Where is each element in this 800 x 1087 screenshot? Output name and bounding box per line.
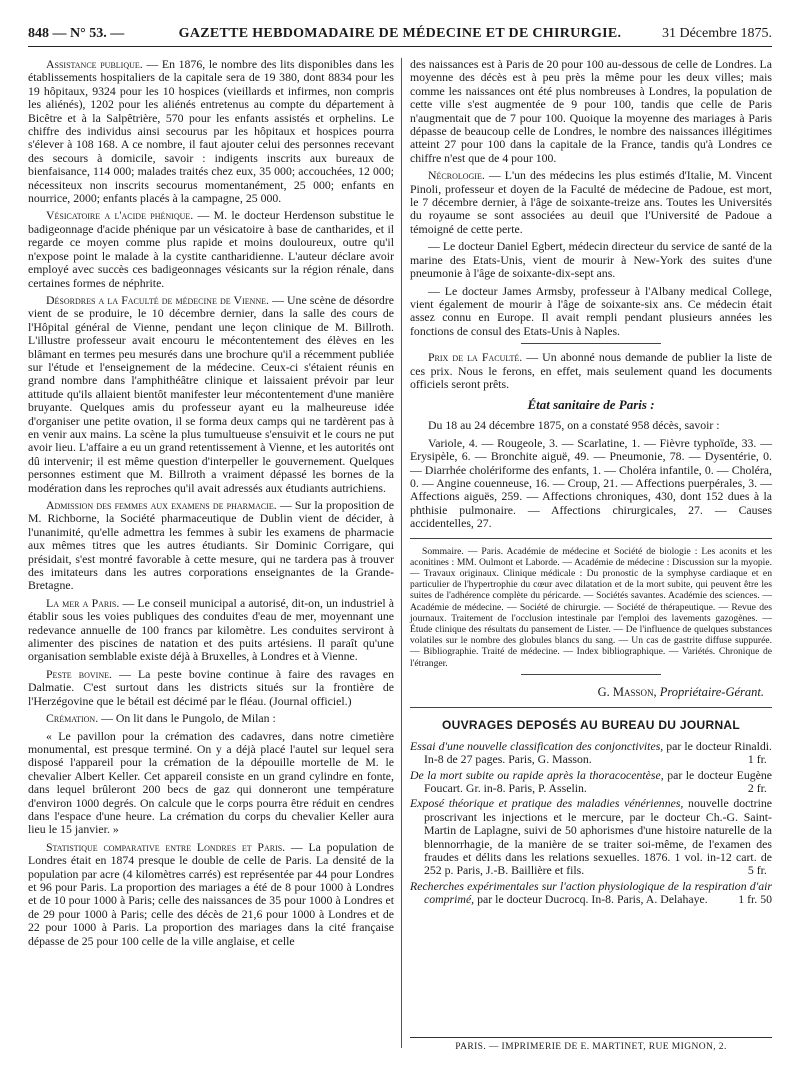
left-column (28, 58, 394, 952)
book-entry: De la mort subite ou rapide après la thoracocentèse, par le docteur Eugène Foucart. Gr. in-8. Paris, P. Asselin. 2 fr. (410, 767, 773, 796)
page-number: 848 — N° 53. — (28, 26, 125, 41)
article-vesicatoire: Vésicatoire a l'acide phénique. — M. le docteur Herdenson substitue le badigeonnage d'acide phénique par un vésicatoire à base de cantharides, et il regarde ce moyen comme plus rapide et moins douloureux, outre qu'il n'expose point le malade à la cystite cantharidienne. L'auteur déclare avoir employé avec succès ces badigeonnages vésicants sur la région rénale, dans certaines formes de néphrite. (28, 208, 394, 290)
signature: G. Masson, Propriétaire-Gérant. (597, 684, 764, 699)
article-prix: Prix de la Faculté. — Un abonné nous demande de publier la liste de ces prix. Nous le ferons, en effet, mais seulement quand les documents officiels seront prêts. (410, 350, 773, 391)
journal-title: GAZETTE HEBDOMADAIRE DE MÉDECINE ET DE CHIRURGIE. (178, 26, 622, 41)
etat-sanitaire-intro: Du 18 au 24 décembre 1875, on a constaté 958 décès, savoir : (428, 418, 720, 433)
sommaire: Sommaire. — Paris. Académie de médecine et Société de biologie : Les aconits et les aconitines : MM. Oulmont et Laborde. — Académie de médecine : Discussion sur la myopie. — Travaux originaux. Clinique médicale : Du pronostic de la symphyse cardiaque et en particulier de l'hypertrophie du cœur avec dilatation et de la mort subite, qui peuvent être les suites de l'adhérence complète du péricarde. — Sociétés savantes. Académie des sciences. — Académie de médecine. — Société de chirurgie. — Société de thérapeutique. — Revue des journaux. Traitement de l'occlusion intestinale par l'emploi des lavements gazogènes. — Étude clinique des résultats du pansement de Lister. — De l'influence de quelques substances volatiles sur le nombre des globules blancs du sang. — Un cas de gastrite diffuse suppurée. — Bibliographie. Traité de médecine. — Index bibliographique. — Variétés. Chronique de l'étranger. (410, 545, 772, 669)
necrologie-egbert: — Le docteur Daniel Egbert, médecin directeur du service de santé de la marine des Etats-Unis, vient de mourir à New-York des suites d'une pneumonie à l'âge de soixante-dix-sept ans. (410, 239, 772, 281)
article-statistique: Statistique comparative entre Londres et Paris. — La population de Londres était en 1874 presque le double de celle de Paris. La densité de la population par acre (4 kilomètres carrés) est représentée par 44 pour Londres et 96 pour Paris. La proportion des mariages a été de 8 pour 1000 à Londres et de 10 pour 1000 à Paris; celle des naissances de 35 pour 1000 à Londres et de 29 pour 1000 à Paris; celle des décès de 21,6 pour 1000 à Londres et de 22 pour 1000 à Paris. La proportion des mariages dans la cité française dépasse de 25 pour 100 celle de la ville anglaise, et celle (28, 839, 394, 948)
separator (410, 538, 772, 539)
article-mer: La mer a Paris. — Le conseil municipal a autorisé, dit-on, un industriel à établir sous les voies publiques des conduites d'eau de mer, moyennant une redevance annuelle de 100 francs par kilomètre. Les conduites serviront à alimenter des piscines de natation et des puits artésiens. Il paraît qu'une organisation semblable existe déjà à Bruxelles, à Londres et à Vienne. (28, 595, 394, 664)
necrologie-armsby: — Le docteur James Armsby, professeur à l'Albany medical College, vient également de mourir à l'âge de soixante-six ans. Ce médecin était assez connu en Europe. Il avait rempli pendant plusieurs années les fonctions de consul des Etats-Unis à Naples. (410, 283, 772, 338)
article-assistance: Assistance publique. — En 1876, le nombre des lits disponibles dans les établissements hospitaliers de la capitale sera de 19 380, dont 8834 pour les 19 hôpitaux, 9324 pour les 10 hospices (vieillards et infirmes, non compris les aliénés), 1202 pour les aliénés entretenus au compte du département à Bicêtre et à la Salpêtrière, 570 pour les enfants assistés et orphelins. Le chiffre des individus ainsi secourus par les hôpitaux et hospices pourra s'élever à 108 168. A ce nombre, il faut ajouter celui des personnes recevant des secours à domicile, savoir : indigents inscrits aux bureaux de bienfaisance, 114 000; malades traités chez eux, 35 000; accouchées, 12 000; nécessiteux non inscrits secourus momentanément, 25 000; enfants en nourrice, 2000; enfants placés à la campagne, 25 000. (28, 57, 394, 206)
article-necrologie: Nécrologie. — L'un des médecins les plus estimés d'Italie, M. Vincent Pinoli, professeur et doyen de la Faculté de médecine de Padoue, est mort, le 7 décembre dernier, à l'âge de soixante-treize ans. Toutes les Universités du royaume se sont associées au deuil que l'Université de Padoue a témoigné de cette perte. (410, 168, 772, 236)
etat-sanitaire-list: Variole, 4. — Rougeole, 3. — Scarlatine, 1. — Fièvre typhoïde, 33. — Erysipèle, 6. — Bronchite aiguë, 49. — Pneumonie, 78. — Dysentérie, 0. — Diarrhée cholériforme des enfants, 1. — Choléra infantile, 0. — Choléra, 0. — Angine couenneuse, 16. — Croup, 21. — Affections puerpérales, 3. — Affections aiguës, 259. — Affections chroniques, 430, dont 152 dues à la phthisie pulmonaire. — Affections chirurgicales, 27. — Causes accidentelles, 27. (410, 435, 772, 531)
article-statistique-continued: des naissances est à Paris de 20 pour 100 au-dessous de celle de Londres. La moyenne des décès est à peu près la même pour les deux villes; mais comme les naissances ont été plus nombreuses à Londres, la population de cette ville s'est augmentée de 9 pour 100, tandis que celle de Paris n'augmentait que de 7 pour 100. Quoique la moyenne des mariages à Paris dépasse de beaucoup celle de Londres, le nombre des naissances illégitimes atteint 27 pour 100 dans la capitale de la France, tandis qu'à Londres ce chiffre n'est que de 4 pour 100. (410, 57, 772, 165)
book-entry: Essai d'une nouvelle classification des conjonctivites, par le docteur Rinaldi. In-8 de 27 pages. Paris, G. Masson. 1 fr. (410, 738, 773, 767)
ouvrages-title: OUVRAGES DEPOSÉS AU BUREAU DU JOURNAL (441, 717, 741, 732)
etat-sanitaire-title: État sanitaire de Paris : (527, 397, 655, 413)
article-peste: Peste bovine. — La peste bovine continue à faire des ravages en Dalmatie. C'est surtout dans les districts situés sur la frontière de l'Herzégovine que le bétail est décimé par le fléau. (Journal officiel.) (28, 666, 394, 708)
separator (521, 674, 661, 675)
running-header (28, 24, 772, 47)
separator (410, 707, 772, 708)
separator (521, 343, 661, 344)
book-entry: Exposé théorique et pratique des maladies vénériennes, nouvelle doctrine proscrivant les injections et le mercure, par le docteur Ch.-G. Saint-Martin de Laplagne, suivi de 50 aphorismes d'une histoire naturelle de la blennorrhagie, de la manière de se traiter soi-même, de l'examen des fraudes et délits dans les relations sexuelles. 1876. 1 vol. in-12 cart. de 252 p. Paris, J.-B. Baillière et fils. 5 fr. (410, 796, 772, 878)
printer-footer: PARIS. — IMPRIMERIE DE E. MARTINET, RUE MIGNON, 2. (410, 1037, 772, 1052)
article-desordres: Désordres a la Faculté de médecine de Vienne. — Une scène de désordre vient de se produire, le 10 décembre dernier, dans la salle des cours de l'Hôpital général de Vienne, pendant une leçon clinique de M. Billroth. L'illustre professeur avait encouru le mécontentement des élèves en les blâmant en termes peu mesurés dans une brochure qu'il a récemment publiée sur l'étude et l'enseignement de la médecine. Ceux-ci s'étaient réunis en grand nombre dans l'amphithéâtre clinique et laissaient prévoir par leur attitude qu'ils allaient bientôt manifester leur mécontentement d'une manière bruyante. Quelques amis du professeur ayant eu la malheureuse idée d'organiser une petite ovation, il se forma deux camps qui ne tardèrent pas à en venir aux mains. La scène la plus tumultueuse s'ensuivit et le cours ne put avoir lieu. L'affaire a eu un grand retentissement à Vienne, et les autorités ont dû intervenir; il est même question d'interpeller le gouvernement. Quelques personnes estiment que M. Billroth a vraiment dépassé les bornes de la modération dans les reproches qu'il avait adressés aux étudiants autrichiens. (28, 292, 394, 495)
article-admission: Admission des femmes aux examens de pharmacie. — Sur la proposition de M. Richborne, la Société pharmaceutique de Dublin vient de décider, à l'unanimité, qu'elle admettra les femmes à subir les examens de pharmacie aux mêmes titres que les autres étudiants. Sir Dominic Corrigare, qui présidait, s'est montré favorable à cette mesure, qui ne tardera pas à trouver des imitateurs dans les autres corporations enseignantes de la Grande-Bretagne. (28, 498, 394, 593)
column-divider (401, 58, 402, 1048)
article-cremation-quote: « Le pavillon pour la crémation des cadavres, dans notre cimetière monumental, est presque terminé. On y a déjà placé l'autel sur lequel sera disposé l'appareil pour la crémation de la dépouille mortelle de M. le chevalier Albert Keller. Cet appareil consiste en un grand cylindre en fonte, dans lequel brûleront 200 becs de gaz qui donneront une température d'environ 1000 degrés. On calcule que le corps pourra être réduit en cendres dans l'espace d'une heure. La crémation du corps du chevalier Keller aura lieu le 15 janvier. » (28, 728, 394, 837)
issue-date: 31 Décembre 1875. (661, 26, 772, 41)
right-column (410, 58, 772, 909)
book-entry: Recherches expérimentales sur l'action physiologique de la respiration d'air comprimé, par le docteur Ducrocq. In-8. Paris, A. Delahaye. 1 fr. 50 (410, 878, 772, 907)
article-cremation: Crémation. — On lit dans le Pungolo, de Milan : (46, 711, 276, 726)
